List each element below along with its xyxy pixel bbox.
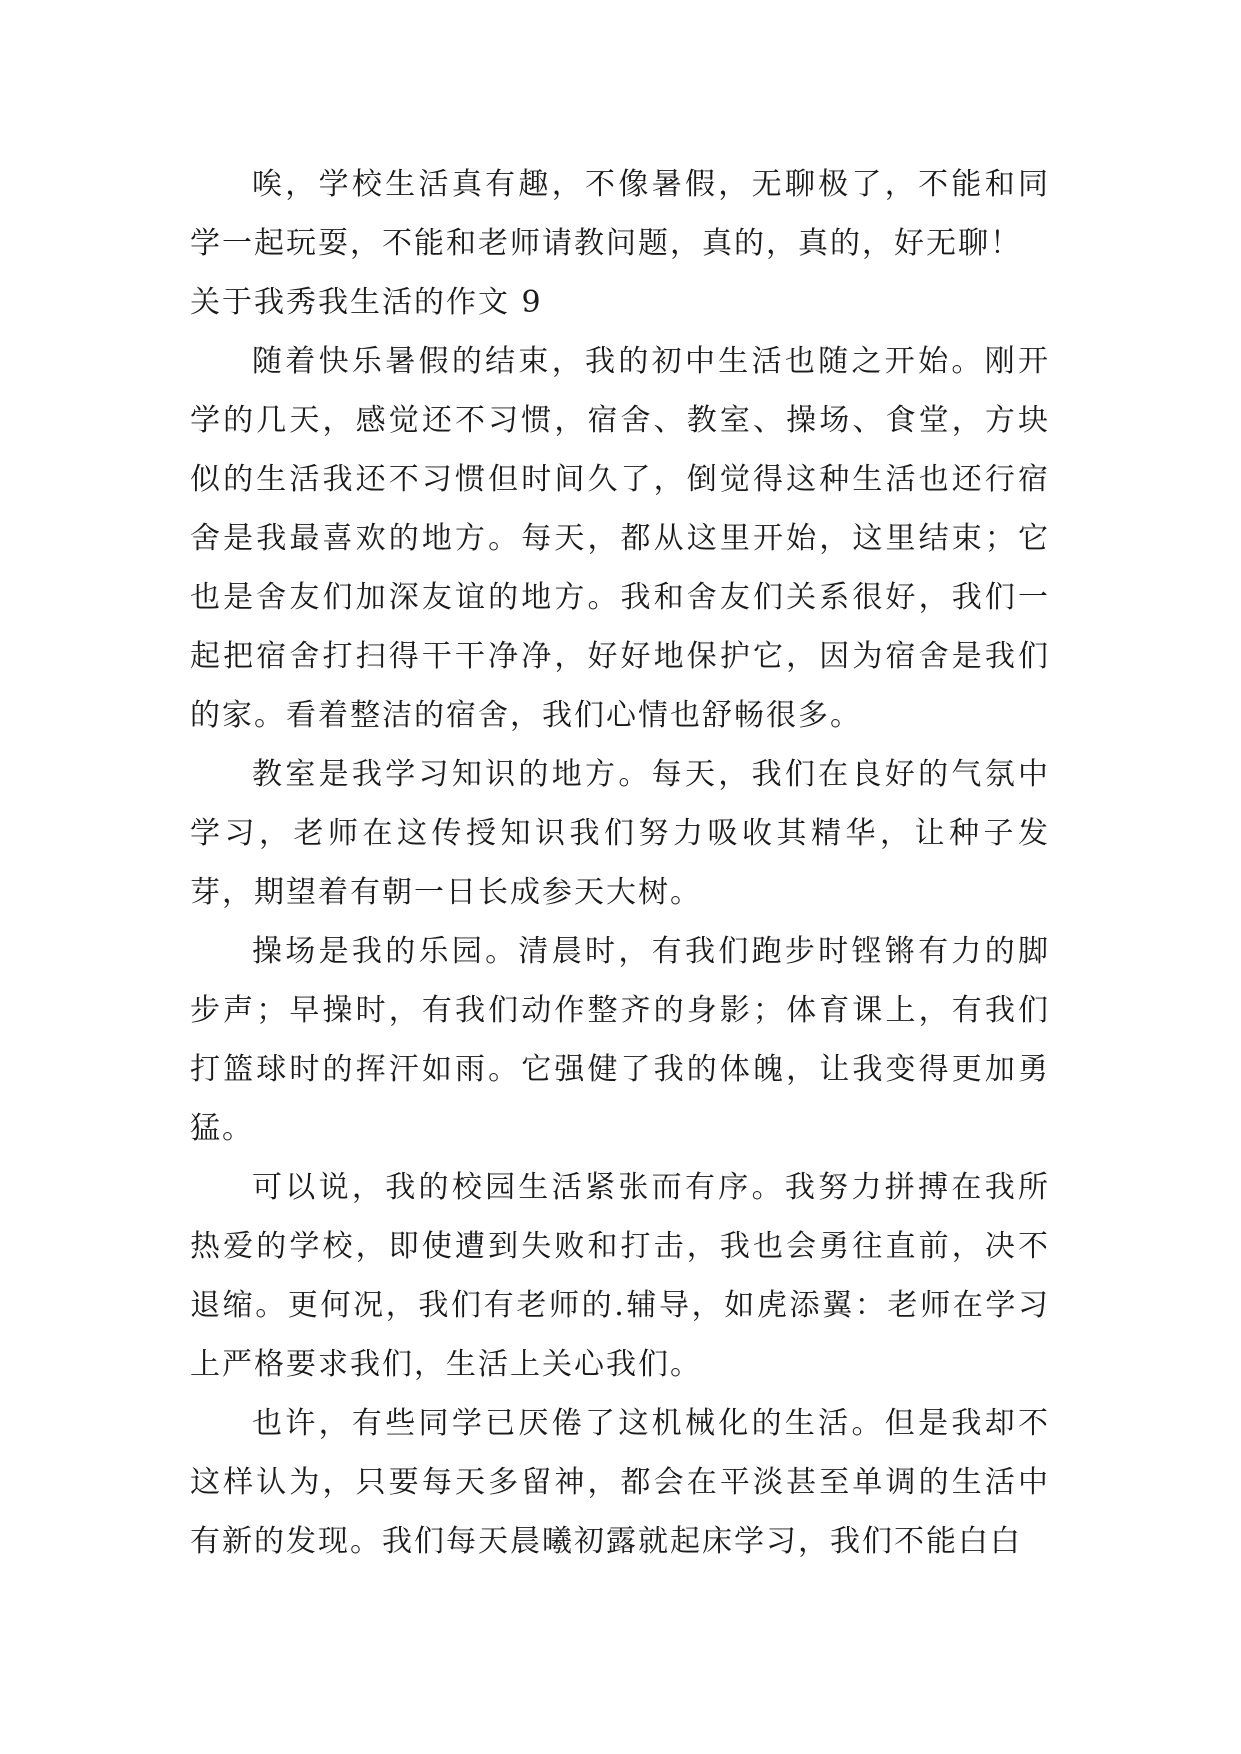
- paragraph-playground: 操场是我的乐园。清晨时，有我们跑步时铿锵有力的脚步声；早操时，有我们动作整齐的身影；体育课上，有我们打篮球时的挥汗如雨。它强健了我的体魄，让我变得更加勇猛。: [190, 934, 1050, 1146]
- paragraph-dormitory: 随着快乐暑假的结束，我的初中生活也随之开始。刚开学的几天，感觉还不习惯，宿舍、教室、操场、食堂，方块似的生活我还不习惯但时间久了，倒觉得这种生活也还行宿舍是我最喜欢的地方。每天，都从这里开始，这里结束；它也是舍友们加深友谊的地方。我和舍友们关系很好，我们一起把宿舍打扫得干干净净，好好地保护它，因为宿舍是我们的家。看着整洁的宿舍，我们心情也舒畅很多。: [190, 344, 1050, 733]
- paragraph-school-life: 可以说，我的校园生活紧张而有序。我努力拼搏在我所热爱的学校，即使遭到失败和打击，我也会勇往直前，决不退缩。更何况，我们有老师的.辅导，如虎添翼：老师在学习上严格要求我们，生活上关心我们。: [190, 1170, 1050, 1382]
- article-body: [190, 155, 1050, 1571]
- paragraph-classroom: 教室是我学习知识的地方。每天，我们在良好的气氛中学习，老师在这传授知识我们努力吸收其精华，让种子发芽，期望着有朝一日长成参天大树。: [190, 757, 1050, 910]
- paragraph-new-discoveries: 也许，有些同学已厌倦了这机械化的生活。但是我却不这样认为，只要每天多留神，都会在平淡甚至单调的生活中有新的发现。我们每天晨曦初露就起床学习，我们不能白白: [190, 1406, 1050, 1559]
- paragraph-closing-remark: 唉，学校生活真有趣，不像暑假，无聊极了，不能和同学一起玩耍，不能和老师请教问题，真的，真的，好无聊！: [190, 167, 1050, 261]
- essay-title: 关于我秀我生活的作文 9: [190, 285, 543, 320]
